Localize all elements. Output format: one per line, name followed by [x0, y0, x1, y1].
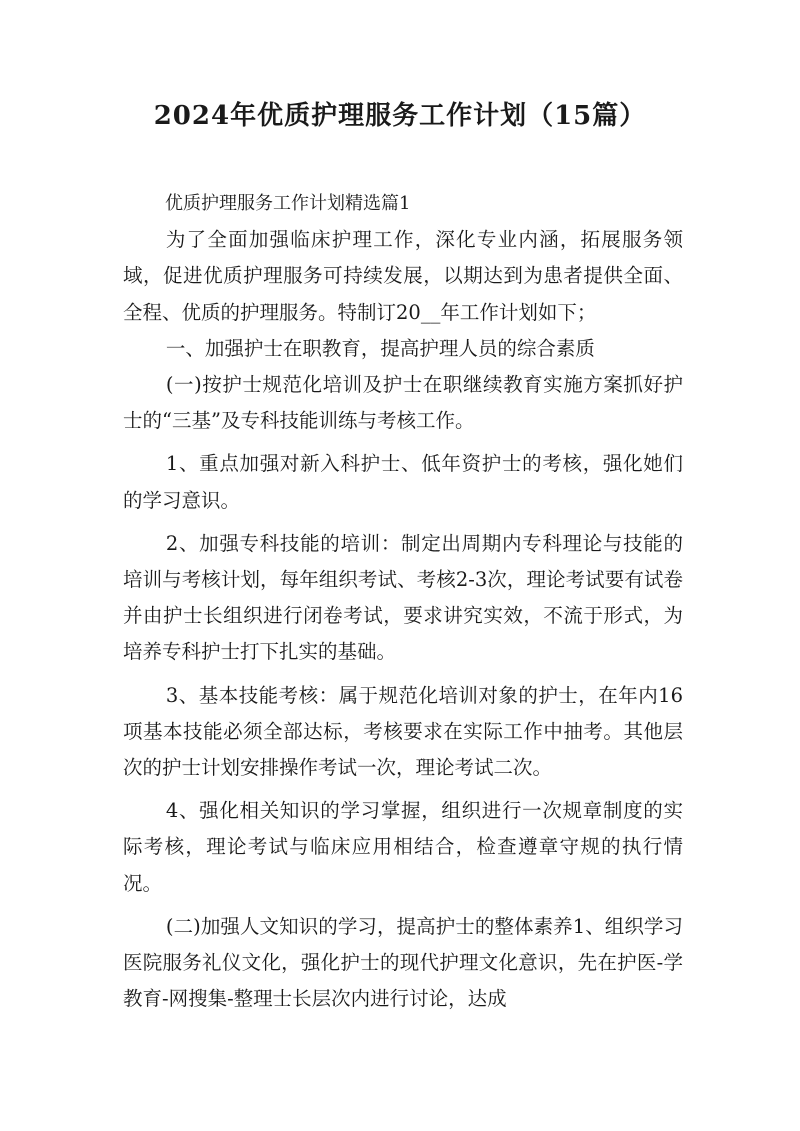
paragraph-subheading-1: (一)按护士规范化培训及护士在职继续教育实施方案抓好护士的“三基”及专科技能训练与考核工作。: [123, 373, 683, 433]
document-title: 2024年优质护理服务工作计划（15篇）: [153, 101, 647, 131]
section-subtitle: 优质护理服务工作计划精选篇1: [165, 193, 411, 214]
paragraph-item-4: 4、强化相关知识的学习掌握，组织进行一次规章制度的实际考核，理论考试与临床应用相结合，检查遵章守规的执行情况。: [123, 799, 683, 895]
paragraph-item-2: 2、加强专科技能的培训：制定出周期内专科理论与技能的培训与考核计划，每年组织考试、考核2-3次，理论考试要有试卷并由护士长组织进行闭卷考试，要求讲究实效，不流于形式，为培养专科护士打下扎实的基础。: [123, 531, 683, 664]
paragraph-subheading-2: (二)加强人文知识的学习，提高护士的整体素养1、组织学习医院服务礼仪文化，强化护士的现代护理文化意识，先在护医-学教育-网搜集-整理士长层次内进行讨论，达成: [123, 914, 683, 1011]
paragraph-item-1: 1、重点加强对新入科护士、低年资护士的考核，强化她们的学习意识。: [123, 452, 683, 512]
paragraph-item-3: 3、基本技能考核：属于规范化培训对象的护士，在年内16项基本技能必须全部达标，考核要求在实际工作中抽考。其他层次的护士计划安排操作考试一次，理论考试二次。: [123, 683, 683, 780]
paragraph-intro: 为了全面加强临床护理工作，深化专业内涵，拓展服务领域，促进优质护理服务可持续发展，以期达到为患者提供全面、全程、优质的护理服务。特制订20__年工作计划如下；: [123, 228, 683, 324]
document-body: [123, 186, 683, 1017]
paragraph-heading-1: 一、加强护士在职教育，提高护理人员的综合素质: [165, 336, 595, 360]
